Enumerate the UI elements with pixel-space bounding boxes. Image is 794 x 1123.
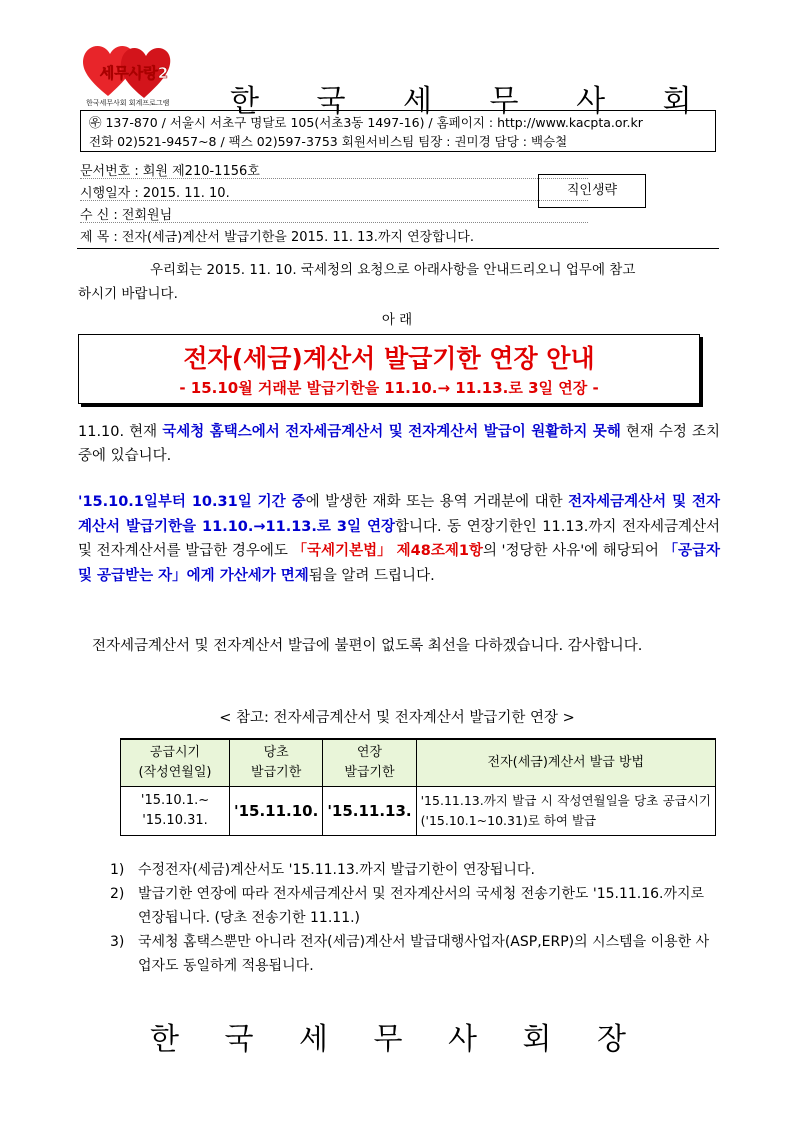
p2-law: 「국세기본법」 제48조제1항 — [292, 543, 483, 559]
header-supply-date: 공급시기 (작성연월일) — [121, 739, 230, 787]
cell-method: '15.11.13.까지 발급 시 작성연월일을 당초 공급시기('15.10.1~10.31)로 하여 발급 — [416, 787, 715, 836]
recipient: 수 신 : 전회원님 — [80, 208, 173, 223]
note-text: 발급기한 연장에 따라 전자세금계산서 및 전자계산서의 국세청 전송기한도 '15.11.16.까지로 연장됩니다. (당초 전송기한 11.11.) — [138, 886, 705, 926]
issue-date: 시행일자 : 2015. 11. 10. — [80, 186, 230, 201]
logo-text: 세무사랑2 — [99, 64, 169, 82]
logo-caption: 한국세무사회 회계프로그램 — [86, 99, 170, 107]
divider — [80, 222, 588, 223]
list-item — [110, 930, 720, 978]
note-number: 3) — [110, 934, 125, 950]
contact-line-2: 전화 02)521-9457~8 / 팩스 02)597-3753 회원서비스팀 팀장 : 권미경 담당 : 백승철 — [89, 134, 568, 149]
paragraph-1 — [78, 420, 720, 468]
p2-period: '15.10.1일부터 10.31일 기간 중 — [78, 494, 306, 510]
header-separator — [77, 248, 719, 249]
subject: 제 목 : 전자(세금)계산서 발급기한을 2015. 11. 13.까지 연장합니다. — [80, 230, 474, 245]
divider — [80, 200, 588, 201]
p2-penalty-waiver: 「공급자 및 공급받는 자」에게 가산세가 면제 — [78, 543, 720, 584]
notice-banner — [78, 334, 700, 404]
closing-signature: 한 국 세 무 사 회 장 — [149, 1022, 645, 1057]
intro-paragraph — [78, 258, 720, 306]
paragraph-2 — [78, 490, 720, 588]
below-heading: 아 래 — [381, 312, 413, 328]
p2-text-d: 합니다. 동 연장기한인 11.13.까지 전자세금계산서 및 전자계산서를 발급한 경우에도 — [78, 518, 720, 559]
doc-number: 문서번호 : 회원 제210-1156호 — [80, 164, 260, 179]
p1-highlight: 국세청 홈택스에서 전자세금계산서 및 전자계산서 발급이 원활하지 못해 — [162, 424, 621, 440]
cell-supply-period: '15.10.1.~ '15.10.31. — [121, 787, 230, 836]
p1-text-c: 현재 수정 조치 중에 있습니다. — [78, 424, 721, 464]
intro-line-2: 하시기 바랍니다. — [78, 286, 178, 302]
p2-text-b: 에 발생한 재화 또는 용역 거래분에 대한 — [305, 494, 569, 510]
header-extended-deadline: 연장 발급기한 — [323, 739, 416, 787]
org-title: 한 국 세 무 사 회 — [230, 84, 716, 119]
contact-line-1: ㉾ 137-870 / 서울시 서초구 명달로 105(서초3동 1497-16) / 홈페이지 : http://www.kacpta.or.kr — [89, 115, 643, 130]
note-number: 2) — [110, 886, 125, 902]
list-item — [110, 882, 720, 930]
reference-title: < 참고: 전자세금계산서 및 전자계산서 발급기한 연장 > — [219, 710, 575, 726]
stamp-omitted: 직인생략 — [538, 174, 646, 208]
banner-subtitle: - 15.10월 거래분 발급기한을 11.10.→ 11.13.로 3일 연장 - — [179, 379, 599, 397]
banner-title: 전자(세금)계산서 발급기한 연장 안내 — [183, 344, 595, 373]
divider — [80, 178, 588, 179]
note-text: 수정전자(세금)계산서도 '15.11.13.까지 발급기한이 연장됩니다. — [138, 862, 535, 878]
table-header-row — [121, 739, 716, 787]
p2-extension: 전자세금계산서 및 전자계산서 발급기한을 11.10.→11.13.로 3일 연장 — [78, 494, 721, 535]
note-number: 1) — [110, 862, 125, 878]
cell-original-deadline: '15.11.10. — [230, 787, 323, 836]
p2-text-h: 됨을 알려 드립니다. — [308, 567, 435, 584]
reference-table — [120, 738, 716, 836]
list-item — [110, 858, 720, 882]
table-row — [121, 787, 716, 836]
contact-box — [80, 110, 716, 152]
p1-text-a: 11.10. 현재 — [78, 424, 163, 440]
note-text: 국세청 홈택스뿐만 아니라 전자(세금)계산서 발급대행사업자(ASP,ERP)의 시스템을 이용한 사업자도 동일하게 적용됩니다. — [138, 934, 710, 974]
intro-line-1: 우리회는 2015. 11. 10. 국세청의 요청으로 아래사항을 안내드리오니 업무에 참고 — [150, 262, 636, 278]
p2-text-f: 의 '정당한 사유'에 해당되어 — [482, 543, 664, 559]
header-original-deadline: 당초 발급기한 — [230, 739, 323, 787]
cell-extended-deadline: '15.11.13. — [323, 787, 416, 836]
notes-list — [110, 858, 720, 978]
header-method: 전자(세금)계산서 발급 방법 — [416, 739, 715, 787]
paragraph-3: 전자세금계산서 및 전자계산서 발급에 불편이 없도록 최선을 다하겠습니다. 감사합니다. — [92, 638, 643, 654]
